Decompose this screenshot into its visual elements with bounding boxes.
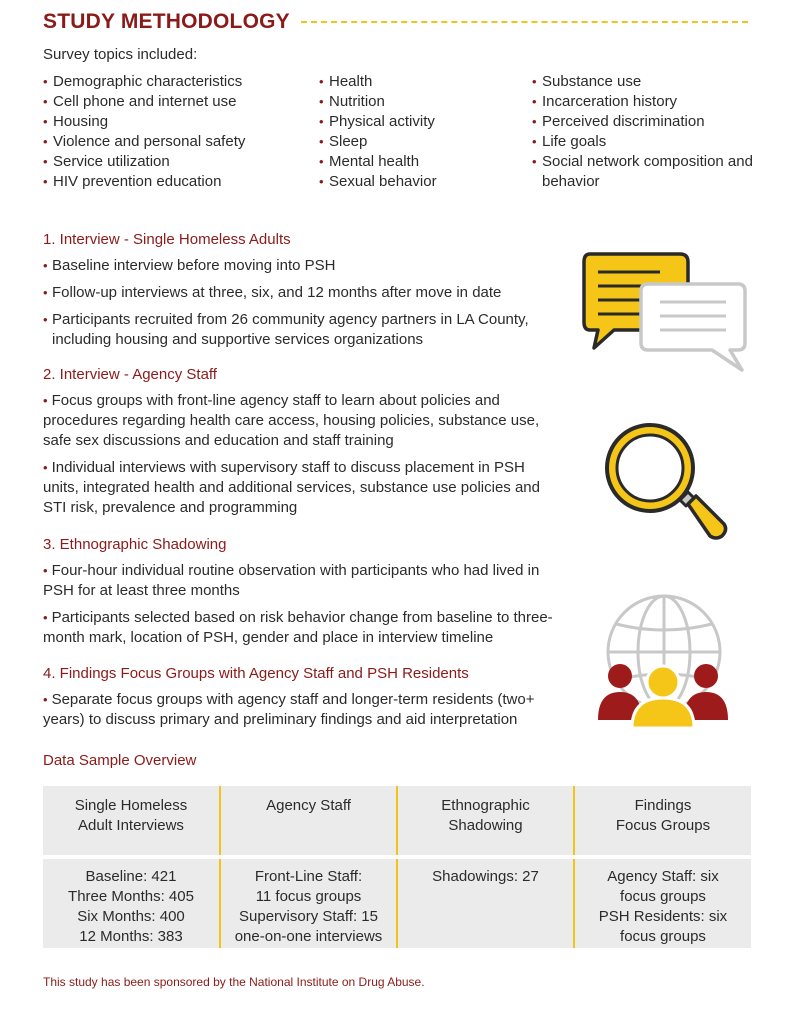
topics-column-3	[532, 72, 772, 192]
table-cell: Shadowings: 27	[397, 857, 574, 948]
section-heading: 2. Interview - Agency Staff	[43, 366, 217, 383]
section-bullet: • Focus groups with front-line agency staff to learn about policies and procedures regarding health care access, housing policies, substance use, safe sex discussions and education and staff training	[43, 392, 540, 449]
topic-item: • Substance use	[532, 72, 772, 92]
topic-item: • Life goals	[532, 132, 772, 152]
topic-item: • Service utilization	[43, 152, 308, 172]
table-cell: Baseline: 421 Three Months: 405 Six Months: 400 12 Months: 383	[43, 857, 220, 948]
bullet-icon: •	[43, 610, 48, 625]
topic-item: • Housing	[43, 112, 308, 132]
survey-intro: Survey topics included:	[43, 46, 198, 63]
topic-item: • Sleep	[319, 132, 519, 152]
bullet-icon: •	[43, 258, 48, 273]
bullet-icon: •	[43, 312, 48, 327]
topic-item: • Cell phone and internet use	[43, 92, 308, 112]
magnifying-glass-icon	[600, 418, 730, 543]
table-row	[43, 857, 751, 948]
topic-item: • HIV prevention education	[43, 172, 308, 192]
column-header: Agency Staff	[220, 786, 397, 857]
column-header: Single Homeless Adult Interviews	[43, 786, 220, 857]
title-dashed-rule	[301, 21, 748, 23]
column-header: Findings Focus Groups	[574, 786, 751, 857]
bullet-icon: •	[43, 393, 48, 408]
section-interview-homeless-adults	[43, 230, 563, 357]
data-sample-title: Data Sample Overview	[43, 752, 197, 769]
chat-bubbles-icon	[580, 250, 750, 375]
section-bullet: • Baseline interview before moving into PSH	[43, 257, 336, 274]
section-bullet: • Participants recruited from 26 community agency partners in LA County, including housing and supportive services organizations	[43, 311, 529, 348]
topic-item: • Health	[319, 72, 519, 92]
section-bullet: • Follow-up interviews at three, six, and 12 months after move in date	[43, 284, 502, 301]
topic-item: • Sexual behavior	[319, 172, 519, 192]
section-ethnographic-shadowing	[43, 535, 563, 655]
topic-item: • Violence and personal safety	[43, 132, 308, 152]
table-cell: Front-Line Staff: 11 focus groups Supervisory Staff: 15 one-on-one interviews	[220, 857, 397, 948]
section-heading: 3. Ethnographic Shadowing	[43, 536, 227, 553]
topic-item: • Social network composition and behavior	[532, 152, 772, 192]
section-interview-agency-staff	[43, 365, 563, 525]
section-bullet: • Participants selected based on risk behavior change from baseline to three-month mark, location of PSH, gender and place in interview timeline	[43, 609, 553, 646]
section-bullet: • Four-hour individual routine observation with participants who had lived in PSH for at least three months	[43, 562, 540, 599]
topic-item: • Perceived discrimination	[532, 112, 772, 132]
header	[43, 10, 748, 38]
topic-item: • Demographic characteristics	[43, 72, 308, 92]
bullet-icon: •	[43, 285, 48, 300]
topic-item: • Nutrition	[319, 92, 519, 112]
topic-item: • Physical activity	[319, 112, 519, 132]
section-heading: 1. Interview - Single Homeless Adults	[43, 231, 291, 248]
topic-item: • Incarceration history	[532, 92, 772, 112]
table-cell: Agency Staff: six focus groups PSH Residents: six focus groups	[574, 857, 751, 948]
bullet-icon: •	[43, 563, 48, 578]
topic-item: • Mental health	[319, 152, 519, 172]
globe-people-icon	[590, 590, 735, 730]
section-bullet: • Individual interviews with supervisory staff to discuss placement in PSH units, integrated health and additional services, substance use policies and STI risk, prevalence and programming	[43, 459, 540, 516]
section-findings-focus-groups	[43, 664, 563, 737]
sponsor-note: This study has been sponsored by the National Institute on Drug Abuse.	[43, 975, 425, 989]
bullet-icon: •	[43, 460, 48, 475]
column-header: Ethnographic Shadowing	[397, 786, 574, 857]
page-title: STUDY METHODOLOGY	[43, 10, 290, 33]
table-header-row	[43, 786, 751, 857]
topics-column-2	[319, 72, 519, 192]
section-bullet: • Separate focus groups with agency staff and longer-term residents (two+ years) to discuss primary and preliminary findings and aid interpretation	[43, 691, 535, 728]
bullet-icon: •	[43, 692, 48, 707]
data-sample-table	[43, 786, 751, 948]
topics-column-1	[43, 72, 308, 192]
section-heading: 4. Findings Focus Groups with Agency Staff and PSH Residents	[43, 665, 469, 682]
